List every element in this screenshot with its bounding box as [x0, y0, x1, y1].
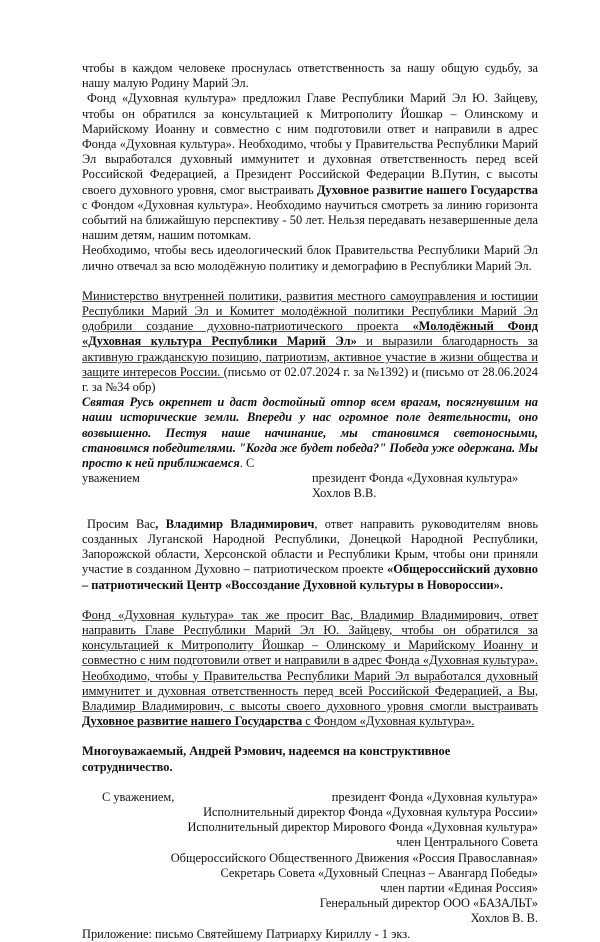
text: с Фондом «Духовная культура». Необходимо научиться смотреть за линию горизонта событий на ближайшую перспективу - 50 лет. Нельзя передавать незавершенные дела нашим детям, нашим потомкам. — [82, 197, 538, 243]
spacer — [82, 274, 538, 289]
bold-italic-text: Святая Русь окрепнет и даст достойный отпор всем врагам, посягнувшим на наши исторические земли. — [82, 395, 538, 425]
closing-text: С уважением, — [102, 789, 175, 804]
text: Просим Вас — [87, 516, 156, 531]
text: , ответ направить руководителям вновь созданных Луганской Народной Республики, Донецкой Народной Республики, Запорожской области, Херсонской области и Республики Крым, чтобы они приняли участие в созданном Духовно – патриотическом проекте — [82, 516, 539, 577]
bold-italic-text: Победа уже одержана. Мы просто к ней приближаемся — [82, 440, 538, 471]
paragraph-responsibility: чтобы в каждом человеке проснулась ответственность за нашу общую судьбу, за нашу малую Родину Марий Эл. — [82, 61, 538, 91]
text: . С — [239, 456, 255, 471]
signature-line: член партии «Единая Россия» — [380, 880, 538, 895]
paragraph-ideological-block: Необходимо, чтобы весь идеологический блок Правительства Республики Марий Эл лично отвечал за всю молодёжную политику и демографию в Республики Марий Эл. — [82, 243, 538, 273]
paragraph-holy-rus — [82, 395, 538, 471]
bold-text: Духовное развитие нашего Государства — [82, 714, 303, 729]
signature-first-row — [82, 790, 538, 805]
underlined-text: Фонд «Духовная культура» так же просит Вас, Владимир Владимирович, ответ направить Главе Республики Марий Эл Ю. Зайцеву, чтобы он обратился за консультацией к Митрополиту Йошкар – Олинскому и Марийскому Иоанну и совместно с ним подготовили ответ и направили в адрес Фонда «Духовная культура». Необходимо, чтобы у Правительства Республики Марий Эл выработался духовный иммунитет и духовная ответственность перед всей Российской Федерацией, а Вы, Владимир Владимирович, с высоты своего духовного уровня смогли выстраивать — [82, 607, 538, 713]
bold-text: Многоуважаемый, Андрей Рэмович, надеемся на конструктивное сотрудничество. — [82, 744, 451, 774]
paragraph-ministry-approval — [82, 289, 538, 395]
letter-page — [82, 61, 538, 942]
italic-text: Впереди у нас огромное поле деятельности, оно возвышенно. Пестуя наше начинание, мы становимся светоносными, становимся победителями. "Когда же будет победа?" — [82, 410, 538, 455]
attachment-note: Приложение: письмо Святейшему Патриарху Кириллу - 1 экз. — [82, 926, 411, 941]
signer-name: Хохлов В. В. — [470, 911, 538, 926]
paragraph-new-regions-request — [82, 517, 538, 593]
spacer — [82, 593, 538, 608]
signature-line: Исполнительный директор Фонда «Духовная культура России» — [203, 804, 538, 819]
short-signature-row — [82, 471, 538, 501]
bold-text: Духовное развитие нашего Государства — [317, 182, 538, 197]
center-name: «Общероссийский духовно – патриотический Центр «Воссоздание Духовной культуры в Новороссии». — [82, 562, 538, 592]
signature-line: Генеральный директор ООО «БАЗАЛЬТ» — [319, 896, 538, 911]
underlined-text: Министерство внутренней политики, развития местного самоуправления и юстиции Республики Марий Эл и Комитет молодёжной политики Республики Марий Эл одобрили создание духовно-патриотического проекта — [82, 288, 538, 334]
spacer — [82, 775, 538, 790]
signature-line: Исполнительный директор Мирового Фонда «Духовная культура» — [187, 820, 538, 835]
regards-text: уважением — [82, 471, 140, 486]
underlined-text: и выразили благодарность за активную гражданскую позицию, патриотизм, активное участие в жизни общества и защите интересов России. — [82, 334, 538, 379]
paragraph-cooperation — [82, 744, 538, 774]
paragraph-foundation-proposal — [82, 91, 538, 243]
signature-line: президент Фонда «Духовная культура» — [331, 789, 538, 804]
paragraph-foundation-request — [82, 608, 538, 730]
text: Фонд «Духовная культура» предложил Главе Республики Марий Эл Ю. Зайцеву, чтобы он обратился за консультацией к Митрополиту Йошкар – Олинскому и Марийскому Иоанну и совместно с ним подготовили ответ и направили в адрес Фонда «Духовная культура». Необходимо, чтобы у Правительства Республики Марий Эл выработался духовный иммунитет и духовная ответственность перед всей Российской Федерацией, а Президент Российской Федерации В.Путин, с высоты своего духовного уровня, смог выстраивать — [82, 91, 538, 197]
short-signature: президент Фонда «Духовная культура» Хохлов В.В. — [312, 471, 519, 501]
signature-line: Секретарь Совета «Духовный Спецназ – Авангард Победы» — [220, 865, 538, 880]
underlined-text: с Фондом «Духовная культура». — [302, 714, 475, 729]
signature-line: член Центрального Совета — [396, 835, 538, 850]
spacer — [82, 502, 538, 517]
spacer — [82, 729, 538, 744]
letter-reference: (письмо от 02.07.2024 г. за №1392) и (письмо от 28.06.2024 г. за №34 обр) — [82, 364, 538, 395]
project-name: «Молодёжный Фонд «Духовная культура Республики Марий Эл» — [82, 319, 538, 349]
addressee-name: , Владимир Владимирович — [155, 516, 315, 531]
signature-line: Общероссийского Общественного Движения «Россия Православная» — [170, 850, 538, 865]
